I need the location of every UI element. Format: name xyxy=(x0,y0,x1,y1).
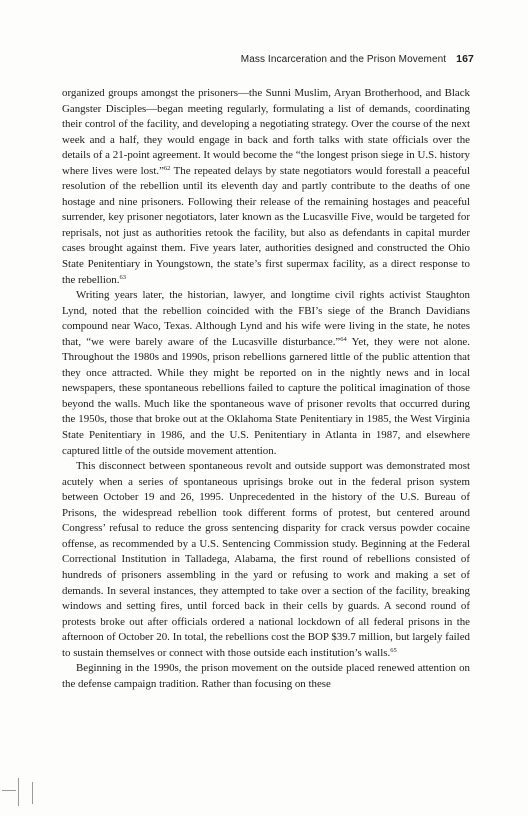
paragraph-text: Writing years later, the historian, lawyer, and longtime civil rights activist Staughton Lynd, noted that the rebellion coincided with the FBI’s siege of the Branch Davidians compound near Waco, Texas. Although Lynd and his wife were living in the state, he notes that, “we were barely aware of the Lucasville disturbance.” xyxy=(62,289,470,348)
paragraph xyxy=(62,288,470,459)
paragraph xyxy=(62,661,470,692)
paragraph-text: This disconnect between spontaneous revolt and outside support was demonstrated most acutely when a series of spontaneous uprisings broke out in the federal prison system between October 19 and 26, 1995. Unprecedented in the history of the U.S. Bureau of Prisons, the widespread rebellion took different forms of protest, but centered around Congress’ refusal to reduce the gross sentencing disparity for crack versus powder cocaine offense, as recommended by a U.S. Sentencing Commission study. Beginning at the Federal Correctional Institution in Talladega, Alabama, the first round of rebellions consisted of hundreds of prisoners assembling in the yard or refusing to work and making a set of demands. In several instances, they attempted to take over a section of the facility, breaking windows and setting fires, until forced back in their cells by guards. A second round of protests broke out after officials ordered a national lockdown of all federal prisons in the afternoon of October 20. In total, the rebellions cost the BOP $39.7 million, but largely failed to sustain themselves or connect with those outside each institution’s walls. xyxy=(62,460,470,659)
body-text xyxy=(62,86,470,692)
scan-margin-mark xyxy=(2,778,38,808)
paragraph-text: The repeated delays by state negotiators would forestall a peaceful resolution of the rebellion until its eleventh day and partly contribute to the deaths of one hostage and nine prisoners. Following their release of the remaining hostages and peaceful surrender, key prisoner negotiators, later known as the Lucasville Five, would be targeted for reprisals, not just as authorities retook the facility, but also as defendants in capital murder cases brought against them. Five years later, authorities designed and constructed the Ohio State Penitentiary in Youngstown, the state’s first supermax facility, as a direct response to the rebellion. xyxy=(62,164,470,286)
footnote-reference: 62 xyxy=(163,164,171,172)
running-head xyxy=(241,53,474,65)
footnote-reference: 65 xyxy=(390,646,397,654)
paragraph-text: Yet, they were not alone. Throughout the 1980s and 1990s, prison rebellions garnered little of the public attention that they once attracted. While they might be reported on in the nightly news and in local newspapers, these spontaneous rebellions failed to capture the political imagination of those beyond the walls. Much like the spontaneous wave of prisoner revolts that occurred during the 1950s, those that broke out at the Oklahoma State Penitentiary in 1985, the West Virginia State Penitentiary in 1986, and the U.S. Penitentiary in Atlanta in 1987, and elsewhere captured little of the outside movement attention. xyxy=(62,335,470,457)
paragraph xyxy=(62,459,470,661)
paragraph-text: Beginning in the 1990s, the prison movement on the outside placed renewed attention on the defense campaign tradition. Rather than focusing on these xyxy=(62,662,470,690)
running-head-title: Mass Incarceration and the Prison Movement xyxy=(240,54,447,65)
page-number: 167 xyxy=(456,53,474,65)
paragraph xyxy=(62,86,470,288)
footnote-reference: 64 xyxy=(340,335,347,343)
footnote-reference: 63 xyxy=(119,273,126,281)
paragraph-text: organized groups amongst the prisoners—the Sunni Muslim, Aryan Brotherhood, and Black Gangster Disciples—began meeting regularly, formulating a list of demands, coordinating their control of the facility, and developing a negotiating strategy. Over the course of the next week and a half, they would engage in back and forth talks with state officials over the details of a 21-point agreement. It would become the “the longest prison siege in U.S. history where lives were lost.” xyxy=(62,87,470,177)
